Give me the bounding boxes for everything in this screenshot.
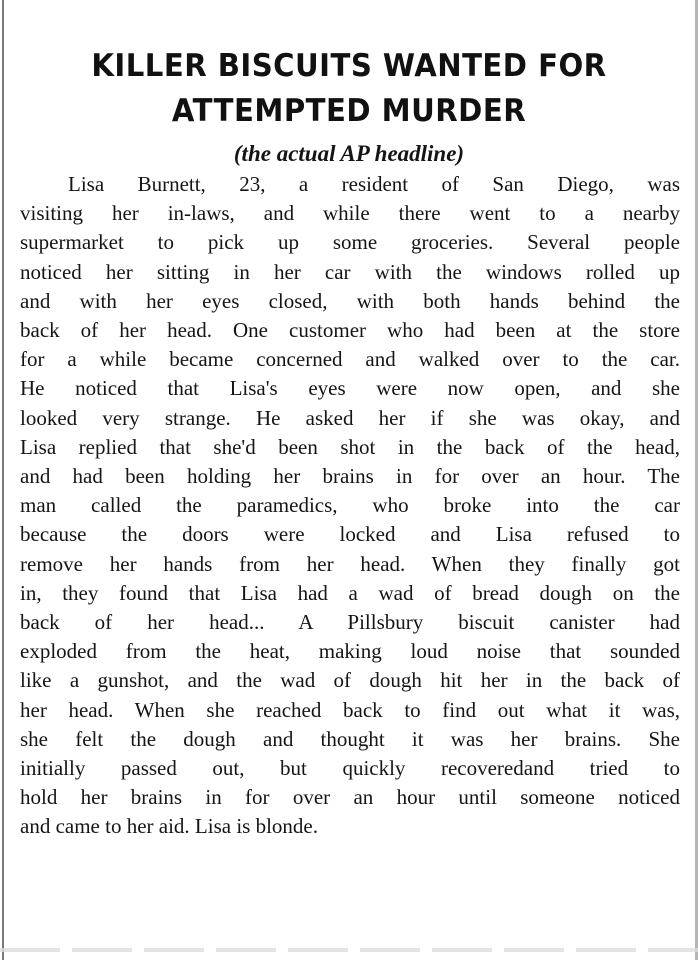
headline-line-1: KILLER BISCUITS WANTED FOR (91, 48, 607, 84)
body-line: and came to her aid. Lisa is blonde. (20, 814, 318, 839)
body-line: supermarket to pick up some groceries. Several people (20, 230, 680, 255)
body-line: for a while became concerned and walked over to the car. (20, 347, 680, 372)
headline-line-2: ATTEMPTED MURDER (171, 93, 527, 129)
body-line: He noticed that Lisa's eyes were now open, and she (20, 376, 680, 401)
body-line: she felt the dough and thought it was her brains. She (20, 726, 680, 751)
body-line: initially passed out, but quickly recoveredand tried to (20, 756, 680, 781)
body-line: looked very strange. He asked her if she was okay, and (20, 405, 680, 430)
body-line: back of her head. One customer who had been at the store (20, 318, 680, 343)
body-line: Lisa replied that she'd been shot in the back of the head, (20, 434, 680, 459)
body-line: and with her eyes closed, with both hands behind the (20, 288, 680, 313)
body-line: man called the paramedics, who broke into the car (20, 493, 680, 518)
body-line: noticed her sitting in her car with the windows rolled up (20, 259, 680, 284)
body-line: hold her brains in for over an hour until someone noticed (20, 785, 680, 810)
headline (30, 44, 667, 134)
body-line: her head. When she reached back to find out what it was, (20, 697, 680, 722)
body-line: Lisa Burnett, 23, a resident of San Diego, was (68, 172, 680, 196)
body-line: remove her hands from her head. When they finally got (20, 551, 680, 576)
subheadline: (the actual AP headline) (233, 141, 465, 166)
bottom-scan-edge (0, 948, 698, 952)
body-line: back of her head... A Pillsbury biscuit canister had (20, 610, 680, 635)
body-line: because the doors were locked and Lisa refused to (20, 522, 680, 547)
body-line: visiting her in-laws, and while there went to a nearby (20, 201, 680, 226)
body-line: and had been holding her brains in for over an hour. The (20, 464, 680, 489)
body-line: like a gunshot, and the wad of dough hit her in the back of (20, 668, 680, 693)
body-line: in, they found that Lisa had a wad of bread dough on the (20, 580, 680, 605)
article-body (20, 170, 680, 842)
body-line: exploded from the heat, making loud noise that sounded (20, 639, 680, 664)
